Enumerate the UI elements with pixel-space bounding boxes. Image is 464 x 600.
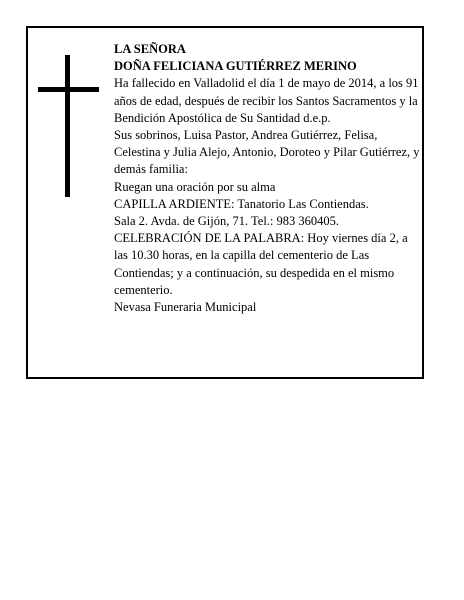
cross-vertical-bar — [65, 55, 70, 197]
family-list: Sus sobrinos, Luisa Pastor, Andrea Gutiérrez, Felisa, Celestina y Julia Alejo, Antonio, Doroteo y Pilar Gutiérrez, y demás familia: — [114, 128, 420, 177]
deceased-name: DOÑA FELICIANA GUTIÉRREZ MERINO — [114, 59, 357, 74]
celebration-info: CELEBRACIÓN DE LA PALABRA: Hoy viernes día 2, a las 10.30 horas, en la capilla del cementerio de Las Contiendas; y a continuación, su despedida en el mismo cementerio. — [114, 231, 408, 297]
notice-text — [114, 41, 424, 316]
chapel-line-2: Sala 2. Avda. de Gijón, 71. Tel.: 983 360405. — [114, 214, 340, 229]
obituary-notice — [26, 26, 424, 379]
title-line-1: LA SEÑORA — [114, 42, 186, 56]
funeral-home: Nevasa Funeraria Municipal — [114, 300, 257, 315]
death-info: Ha fallecido en Valladolid el día 1 de mayo de 2014, a los 91 años de edad, después de recibir los Santos Sacramentos y la Bendición Apostólica de Su Santidad d.e.p. — [114, 76, 419, 125]
cross-horizontal-bar — [38, 87, 99, 92]
prayer-request: Ruegan una oración por su alma — [114, 179, 276, 194]
cross-icon — [38, 55, 99, 197]
chapel-line-1: CAPILLA ARDIENTE: Tanatorio Las Contiendas. — [114, 196, 369, 211]
